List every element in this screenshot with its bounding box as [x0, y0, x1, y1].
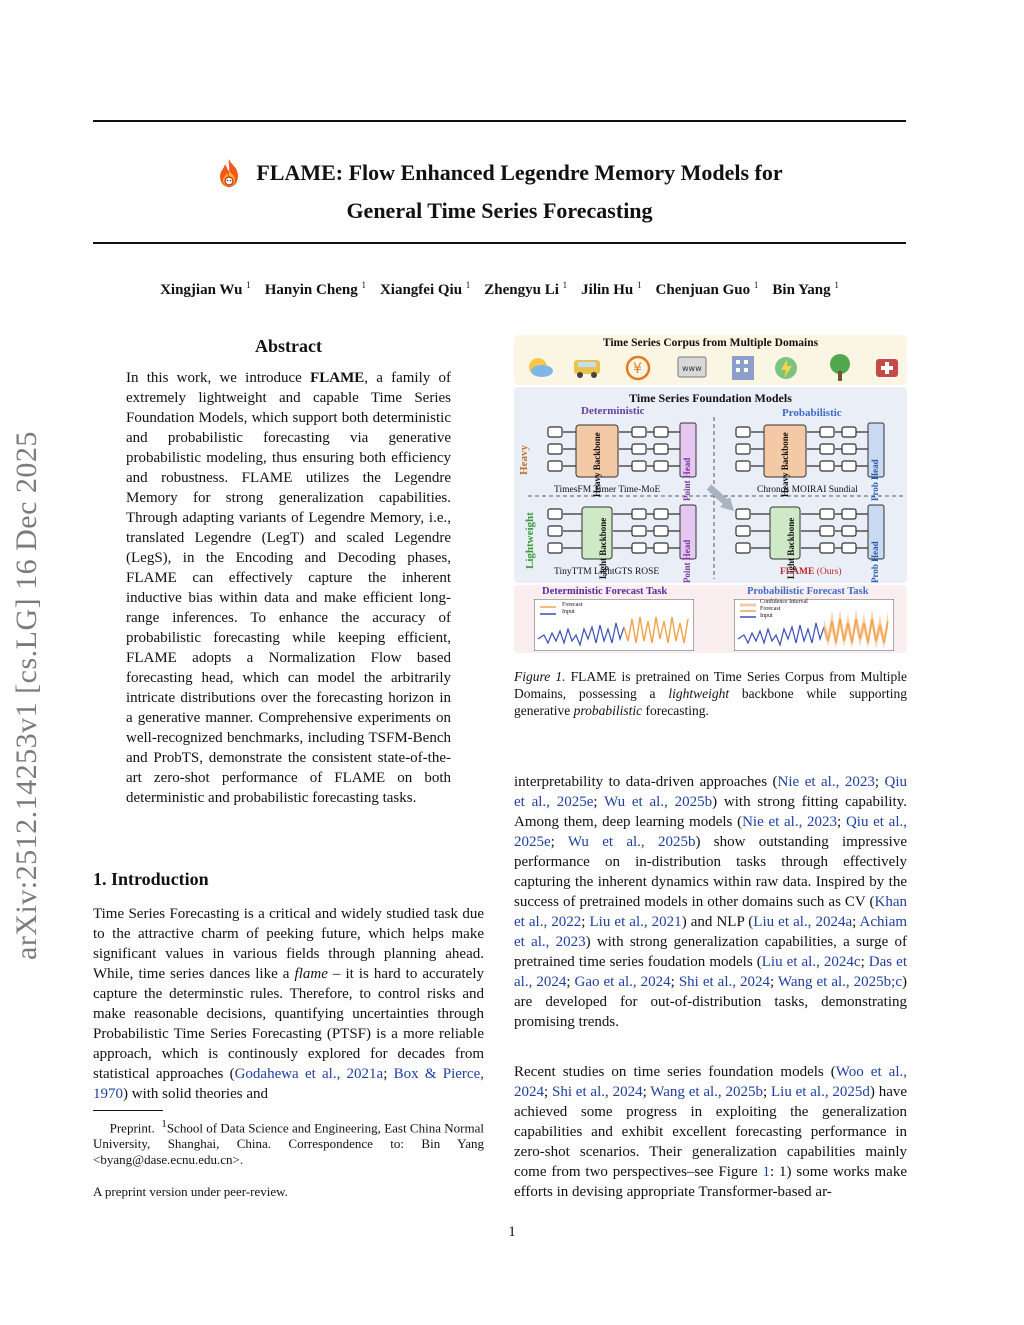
traffic-car-icon — [574, 360, 600, 378]
ours-label: (Ours) — [814, 567, 842, 577]
rp1-text: interpretability to data-driven approaches ( — [514, 774, 778, 790]
health-icon — [876, 359, 898, 377]
arxiv-stamp: arXiv:2512.14253v1 [cs.LG] 16 Dec 2025 — [10, 431, 43, 960]
caption-text-a: FLAME is pretrained on Time Series Corpus from Multiple Domains, possessing a — [514, 669, 907, 701]
footnote — [93, 1116, 484, 1168]
point-head-heavy: Point Head — [682, 457, 692, 501]
rp2-text: ) have achieved some progress in exploiting the generalization capabilities and exhibit excellent forecasting performance in zero-shot scenarios. Their generalization capabilities mainly come from two perspectives–see Figure — [514, 1084, 908, 1180]
citation-link[interactable]: Nie et al., 2023 — [742, 814, 838, 830]
right-paragraph-1 — [514, 772, 907, 1032]
citation-link[interactable]: Godahewa et al., 2021a — [234, 1066, 384, 1082]
energy-icon — [775, 357, 797, 379]
heavy-prob-models: Chronos MOIRAI Sundial — [757, 485, 858, 495]
footnote-aff-num: 1 — [161, 1118, 167, 1130]
citation-link[interactable]: Shi et al., 2024 — [551, 1084, 643, 1100]
citation-link[interactable]: Achiam et al., 2023 — [514, 914, 908, 950]
citation-link[interactable]: Das et al., 2024 — [514, 954, 908, 990]
citation-link[interactable]: Liu et al., 2025d — [770, 1084, 870, 1100]
citation-link[interactable]: Wang et al., 2025b — [650, 1084, 763, 1100]
footnote-label: Preprint. — [109, 1120, 155, 1136]
author-affiliation: 1 — [834, 280, 839, 290]
web-icon-label: www — [682, 364, 702, 373]
building-icon — [732, 356, 754, 380]
abstract-pre: In this work, we introduce — [126, 370, 311, 386]
author-name-text: Chenjuan Guo — [655, 282, 751, 298]
right-paragraph-2 — [514, 1062, 907, 1202]
tasks-panel — [514, 585, 907, 653]
point-head-light: Point Head — [682, 539, 692, 583]
probabilistic-label: Probabilistic — [782, 407, 842, 419]
abstract-post: , a family of extremely lightweight and capable Time Series Foundation Models, which support both deterministic and probabilistic forecasting via generative probabilistic modeling, thus ensuring both efficiency and robustness. FLAME utilizes the Legendre Memory for strong generalization capabilities. Through adapting variants of Legendre Memory, i.e., translated Legendre (LegT) and scaled Legendre (LegS), in the Encoding and Decoding phases, FLAME can effectively capture the inherent inductive bias within data and make efficient long-range inferences. To enhance the accuracy of probabilistic forecasting while keeping efficient, FLAME adopts a Normalization Flow based forecasting head, which can model the arbitrarily intricate distributions over the forecasting horizon in a generative manner. Comprehensive experiments on well-recognized benchmarks, including TSFM-Bench and ProbTS, demonstrate the consistent state-of-the-art zero-shot performance of FLAME on both deterministic and probabilistic forecasting tasks. — [126, 370, 451, 806]
citation-link[interactable]: Wu et al., 2025b — [567, 834, 696, 850]
citation-link[interactable]: Liu et al., 2024c — [761, 954, 861, 970]
abstract-heading: Abstract — [255, 336, 322, 356]
footnote-rule — [93, 1110, 163, 1111]
figure-1 — [514, 335, 907, 653]
author-name-text: Jilin Hu — [581, 282, 634, 298]
det-task-title: Deterministic Forecast Task — [542, 586, 668, 597]
weather-icon — [529, 358, 553, 377]
foundation-models-panel — [514, 387, 907, 583]
intro-sep: ; — [383, 1066, 394, 1082]
rp2-sep: ; — [642, 1084, 651, 1100]
rp2-text: : 1) some works make efforts in devising appropriate Transformer-based ar- — [514, 1164, 907, 1200]
heavy-backbone-det: Heavy Backbone — [592, 432, 602, 497]
svg-text:¥: ¥ — [633, 361, 642, 377]
rp1-sep: ; — [837, 814, 846, 830]
paper-title — [93, 158, 906, 226]
citation-link[interactable]: Qiu et al., 2025e — [514, 774, 908, 810]
intro-text-a: Time Series Forecasting is a critical and widely studied task due to the attractive charm of peeking future, which helps make significant values in various fields through planning ahead. While, time series dances like a — [93, 906, 484, 982]
light-det-models: TinyTTM LightGTS ROSE — [554, 567, 660, 577]
author-name — [656, 282, 759, 298]
domain-icons — [514, 351, 907, 385]
caption-lightweight: lightweight — [668, 686, 730, 701]
citation-link[interactable]: Box & Pierce, 1970 — [93, 1066, 484, 1102]
rp1-sep: ; — [860, 954, 869, 970]
det-legend-input: Input — [562, 609, 575, 615]
rp1-sep: ; — [874, 774, 885, 790]
title-bottom-rule — [93, 242, 906, 244]
introduction-paragraph — [93, 904, 484, 1104]
rp1-sep: ; — [566, 974, 575, 990]
caption-probabilistic: probabilistic — [573, 703, 643, 718]
rp1-sep: ; — [550, 834, 568, 850]
intro-text-c: ) with solid theories and — [123, 1086, 268, 1102]
heavy-backbone-prob: Heavy Backbone — [780, 432, 790, 497]
rp1-text: ) with strong fitting capability. Among them, deep learning models ( — [514, 794, 907, 830]
footnote-text: School of Data Science and Engineering, East China Normal University, Shanghai, China. Correspondence to: Bin Yang <byang@dase.ecnu.edu.cn>. — [93, 1120, 485, 1168]
author-affiliation: 1 — [562, 280, 568, 290]
rp1-sep: ; — [593, 794, 605, 810]
author-affiliation: 1 — [361, 280, 366, 290]
nature-tree-icon — [830, 354, 850, 381]
author-name — [380, 282, 470, 298]
introduction-heading: 1. Introduction — [93, 869, 209, 889]
author-name — [484, 282, 567, 298]
rp1-text: ) are developed for out-of-distribution tasks, demonstrating promising trends. — [514, 974, 907, 1030]
corpus-title: Time Series Corpus from Multiple Domains — [602, 337, 819, 349]
flame-logo-icon — [216, 158, 242, 188]
author-affiliation: 1 — [465, 280, 471, 290]
author-name — [581, 282, 641, 298]
rp2-text: Recent studies on time series foundation models ( — [514, 1064, 836, 1080]
author-affiliation: 1 — [246, 280, 251, 290]
citation-link[interactable]: Wang et al., 2025b;c — [777, 974, 902, 990]
finance-icon — [627, 357, 649, 379]
figure-ref-link[interactable]: 1 — [762, 1164, 770, 1180]
intro-flame-italic: flame — [294, 966, 328, 982]
citation-link[interactable]: Gao et al., 2024 — [574, 974, 671, 990]
fm-title: Time Series Foundation Models — [629, 391, 792, 405]
abstract-flame-bold: FLAME — [310, 370, 365, 386]
citation-link[interactable]: Wu et al., 2025b — [604, 794, 713, 810]
abstract-text — [126, 368, 451, 808]
rp1-sep: ; — [670, 974, 679, 990]
light-backbone-det: Light Backbone — [598, 517, 608, 579]
det-legend-forecast: Forecast — [562, 602, 583, 608]
citation-link[interactable]: Nie et al., 2023 — [777, 774, 875, 790]
figure-1-caption — [514, 668, 907, 719]
flame-name: FLAME — [780, 567, 815, 577]
author-affiliation: 1 — [637, 280, 642, 290]
lightweight-label: Lightweight — [524, 512, 536, 569]
rp2-sep: ; — [544, 1084, 552, 1100]
rp1-sep: ; — [852, 914, 860, 930]
citation-link[interactable]: Woo et al., 2024 — [514, 1064, 907, 1100]
author-name — [772, 282, 838, 298]
prob-legend-forecast: Forecast — [760, 606, 781, 612]
corpus-panel — [514, 335, 907, 385]
title-top-rule — [93, 120, 906, 122]
flame-model-label — [780, 567, 842, 577]
deterministic-forecast-plot — [534, 599, 694, 651]
citation-link[interactable]: Qiu et al., 2025e — [514, 814, 908, 850]
caption-text-b: backbone while supporting generative — [514, 686, 907, 718]
prob-head-light: Prob Head — [870, 541, 880, 583]
heavy-det-models: TimesFM Timer Time-MoE — [554, 485, 661, 495]
heavy-label: Heavy — [518, 445, 530, 475]
citation-link[interactable]: Shi et al., 2024 — [678, 974, 770, 990]
author-list — [93, 280, 906, 299]
author-name-text: Bin Yang — [772, 282, 831, 298]
prob-legend-ci: Confidence Interval — [760, 599, 808, 605]
author-name-text: Xiangfei Qiu — [379, 282, 463, 298]
rp1-sep: ; — [770, 974, 778, 990]
web-icon — [678, 357, 706, 377]
title-line-2: General Time Series Forecasting — [346, 198, 653, 223]
probabilistic-forecast-plot — [734, 599, 894, 651]
deterministic-label: Deterministic — [581, 405, 645, 417]
light-backbone-prob: Light Backbone — [786, 517, 796, 579]
preprint-note: A preprint version under peer-review. — [93, 1184, 288, 1199]
prob-task-title: Probabilistic Forecast Task — [747, 586, 869, 597]
author-name-text: Xingjian Wu — [160, 282, 243, 298]
prob-legend-input: Input — [760, 613, 773, 619]
intro-text-b: – it is hard to accurately capture the determinstic rules. Therefore, to control risks and make reasonable decisions, quantifying uncertainties through Probabilistic Time Series Forecasting (PTSF) is a more reliable approach, which is continously explored for decades from statistical approaches ( — [93, 966, 484, 1082]
citation-link[interactable]: Liu et al., 2021 — [589, 914, 682, 930]
author-name — [160, 282, 251, 298]
rp2-sep: ; — [763, 1084, 771, 1100]
author-name-text: Hanyin Cheng — [264, 282, 358, 298]
prob-head-heavy: Prob Head — [870, 459, 880, 501]
author-name — [265, 282, 366, 298]
rp1-text: ) and NLP ( — [681, 914, 754, 930]
rp1-text: ) show outstanding impressive performance on in-distribution tasks through effectively capturing the inherent dynamics within raw data. Inspired by the success of pretrained models in other domains such as CV ( — [514, 834, 907, 910]
author-affiliation: 1 — [753, 280, 759, 290]
rp1-sep: ; — [581, 914, 590, 930]
author-name-text: Zhengyu Li — [484, 282, 559, 298]
citation-link[interactable]: Liu et al., 2024a — [753, 914, 853, 930]
title-line-1: FLAME: Flow Enhanced Legendre Memory Models for — [256, 160, 783, 185]
citation-link[interactable]: Khan et al., 2022 — [514, 894, 907, 930]
rp1-text: ) with strong generalization capabilities, a surge of pretrained time series foudation models ( — [514, 934, 908, 970]
page-number: 1 — [508, 1224, 516, 1240]
caption-label: Figure 1. — [514, 669, 566, 684]
caption-text-c: forecasting. — [642, 703, 709, 718]
